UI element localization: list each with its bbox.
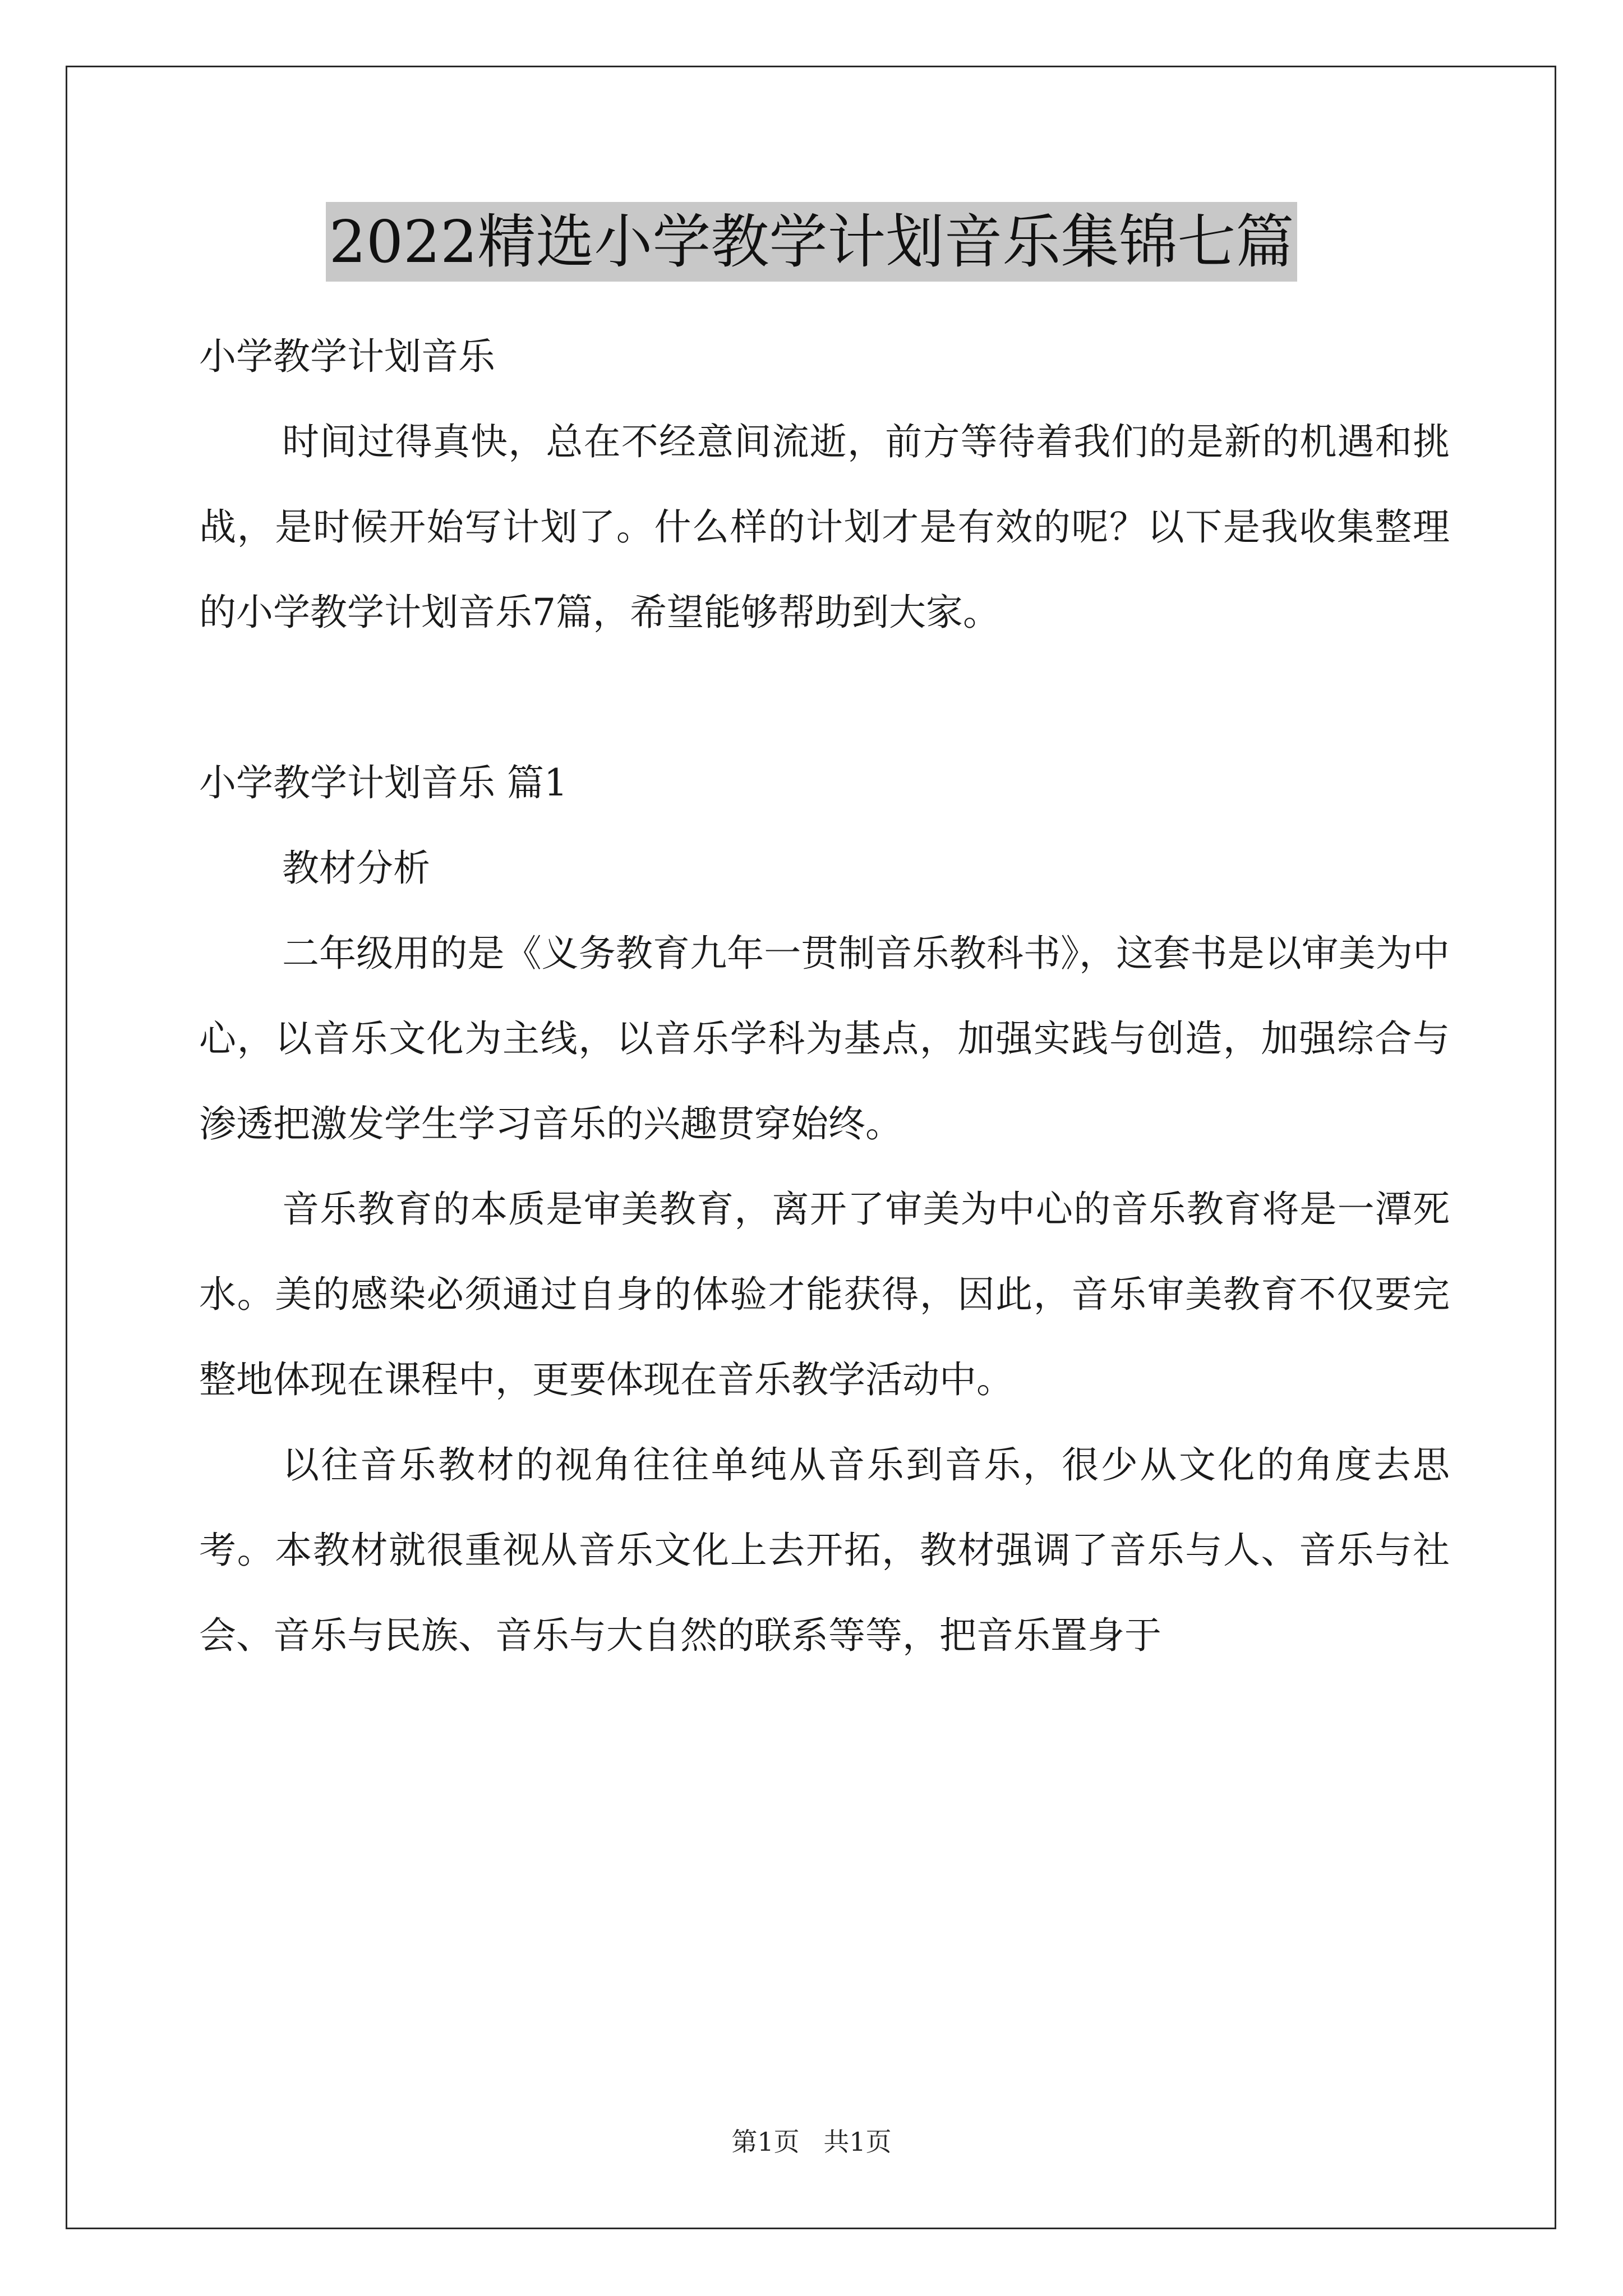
page-number: 第1页 <box>731 2127 800 2157</box>
body-paragraph: 音乐教育的本质是审美教育，离开了审美为中心的音乐教育将是一潭死水。美的感染必须通过自身的体验才能获得，因此，音乐审美教育不仅要完整地体现在课程中，更要体现在音乐教学活动中。 <box>199 1188 1450 1401</box>
body-paragraph: 以往音乐教材的视角往往单纯从音乐到音乐，很少从文化的角度去思考。本教材就很重视从音乐文化上去开拓，教材强调了音乐与人、音乐与社会、音乐与民族、音乐与大自然的联系等等，把音乐置身于 <box>199 1443 1450 1657</box>
body-paragraph: 二年级用的是《义务教育九年一贯制音乐教科书》，这套书是以审美为中心，以音乐文化为主线，以音乐学科为基点，加强实践与创造，加强综合与渗透把激发学生学习音乐的兴趣贯穿始终。 <box>199 932 1450 1145</box>
section-heading: 小学教学计划音乐 篇1 <box>199 761 568 804</box>
title-container <box>0 202 1623 282</box>
section-heading: 小学教学计划音乐 <box>199 335 495 378</box>
page-footer <box>0 2125 1623 2159</box>
document-body <box>199 314 1450 1678</box>
document-title: 2022精选小学教学计划音乐集锦七篇 <box>326 202 1298 282</box>
subheading: 教材分析 <box>282 846 430 890</box>
page-total: 共1页 <box>823 2127 892 2157</box>
intro-paragraph: 时间过得真快，总在不经意间流逝，前方等待着我们的是新的机遇和挑战，是时候开始写计划了。什么样的计划才是有效的呢？以下是我收集整理的小学教学计划音乐7篇，希望能够帮助到大家。 <box>199 420 1450 634</box>
